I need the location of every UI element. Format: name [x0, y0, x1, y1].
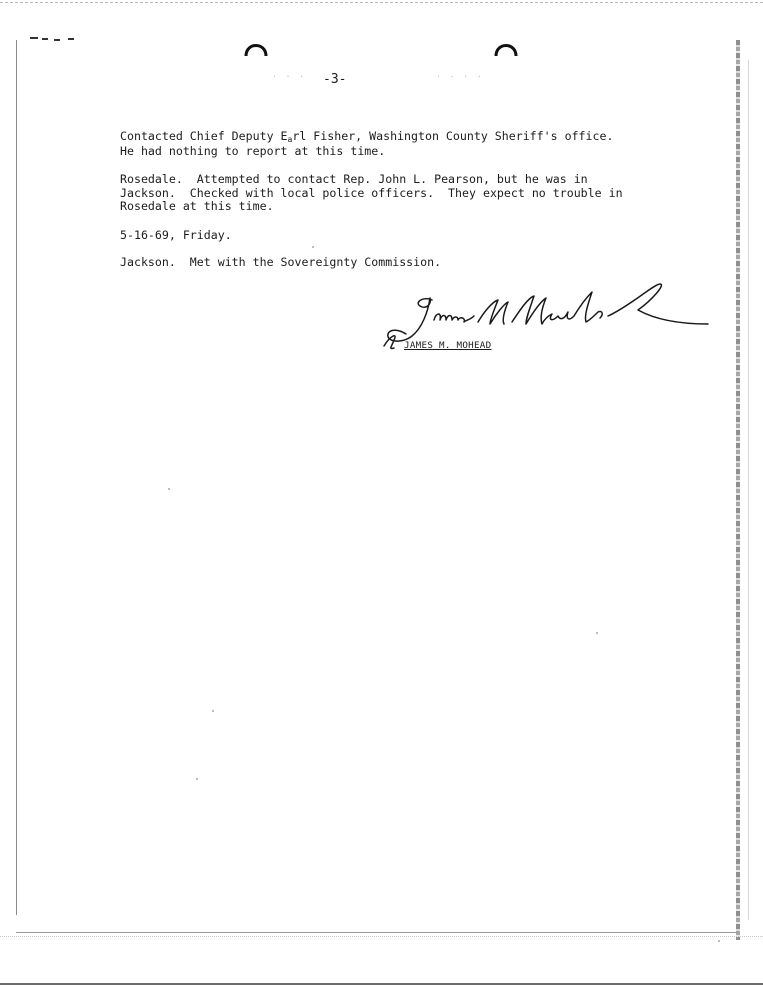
scan-bottom-dotted-edge — [0, 936, 763, 937]
scan-speck — [196, 778, 198, 780]
scan-top-edge — [0, 2, 763, 3]
paragraph-line: rl Fisher, Washington County Sheriff's office. — [292, 129, 614, 143]
page-number: -3- — [323, 72, 347, 87]
paragraph-line: Jackson. Met with the Sovereignty Commission. — [120, 255, 442, 269]
scan-speck — [212, 710, 214, 712]
scan-page-bottom-edge — [0, 983, 763, 985]
typed-signer-name: JAMES M. MOHEAD — [404, 340, 492, 351]
scan-speck — [596, 632, 598, 634]
paragraph-line: Jackson. Checked with local police officers. They expect no trouble in — [120, 185, 623, 200]
scan-corner-mark — [28, 36, 76, 42]
paragraph-line: He had nothing to report at this time. — [120, 143, 386, 158]
scan-right-margin-line — [748, 60, 749, 920]
punch-hole-left — [243, 36, 269, 58]
paragraph-jackson — [120, 256, 441, 270]
paragraph-sheriff-contact — [120, 130, 613, 158]
scan-speck — [312, 246, 314, 248]
subscript-letter: a — [287, 135, 293, 144]
punch-hole-right — [493, 36, 519, 58]
scan-smudge: · · · — [272, 72, 307, 81]
scan-bottom-edge — [16, 932, 738, 933]
scan-left-edge — [16, 40, 17, 915]
scan-speck — [168, 488, 170, 490]
scan-right-edge — [736, 40, 740, 940]
paragraph-line: Rosedale at this time. — [120, 199, 274, 213]
paragraph-line: Rosedale. Attempted to contact Rep. John L. Pearson, but he was in — [120, 172, 588, 186]
paragraph-line: Contacted Chief Deputy E — [120, 129, 288, 143]
scan-smudge: · · · · — [436, 72, 484, 81]
paragraph-date — [120, 229, 232, 243]
scan-speck — [718, 940, 720, 942]
paragraph-rosedale — [120, 173, 623, 214]
paragraph-line: 5-16-69, Friday. — [120, 228, 232, 242]
